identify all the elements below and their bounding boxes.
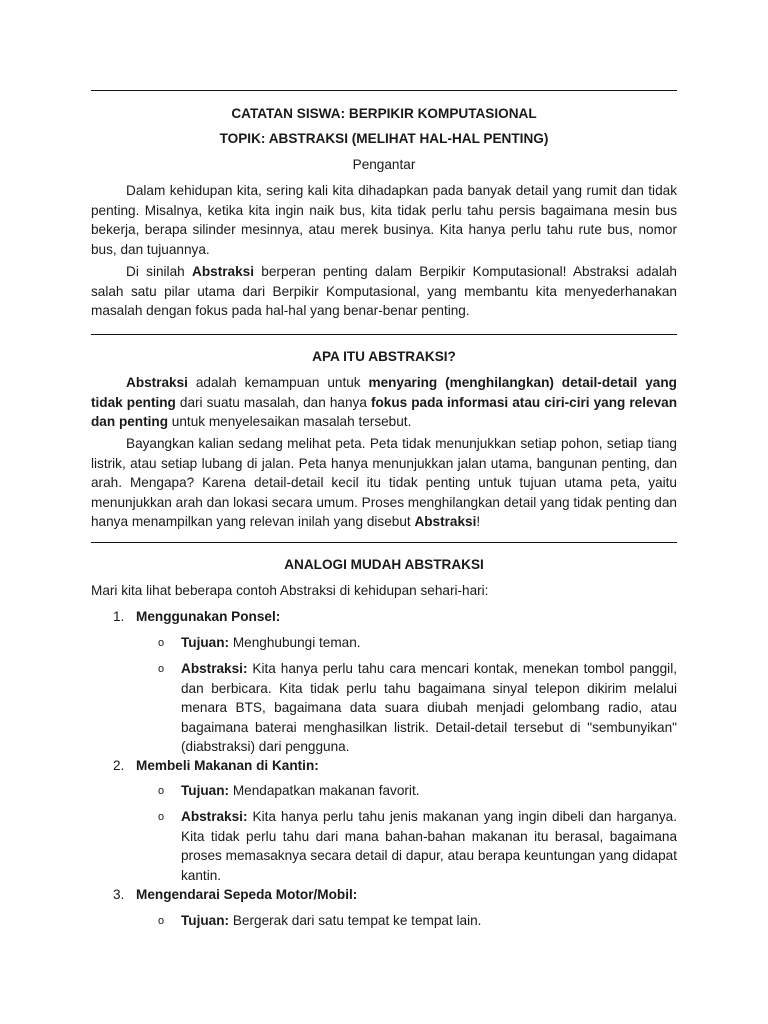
- list-item-goal: Tujuan: Bergerak dari satu tempat ke tempat lain.: [181, 913, 482, 928]
- intro-subtitle: Pengantar: [352, 157, 416, 172]
- list-item-goal: Tujuan: Menghubungi teman.: [181, 635, 361, 650]
- list-item-title: Membeli Makanan di Kantin:: [136, 758, 319, 773]
- list-number: 3.: [113, 887, 125, 902]
- section-divider-2: [91, 542, 677, 543]
- top-divider: [91, 90, 677, 91]
- map-paragraph: Bayangkan kalian sedang melihat peta. Peta tidak menunjukkan setiap pohon, setiap tiang listrik, atau setiap lubang di jalan. Peta hanya menunjukkan jalan utama, bangunan penting, dan arah. Mengapa? Karena detail-detail kecil itu tidak penting untuk tujuan utama peta, yaitu menunjukkan arah dan lokasi secara umum. Proses menghilangkan detail yang tidak penting dan hanya menampilkan yang relevan inilah yang disebut Abstraksi!: [91, 436, 677, 529]
- intro-paragraph-1: Dalam kehidupan kita, sering kali kita dihadapkan pada banyak detail yang rumit dan tidak penting. Misalnya, ketika kita ingin naik bus, kita tidak perlu tahu persis bagaimana mesin bus bekerja, berapa silinder mesinnya, atau merek businya. Kita hanya perlu tahu rute bus, nomor bus, dan tujuannya.: [91, 183, 677, 257]
- topic-heading: TOPIK: ABSTRAKSI (MELIHAT HAL-HAL PENTING): [219, 131, 549, 146]
- list-number: 1.: [113, 609, 125, 624]
- list-number: 2.: [113, 758, 125, 773]
- list-item-title: Mengendarai Sepeda Motor/Mobil:: [136, 887, 358, 902]
- bullet-marker: o: [158, 811, 165, 823]
- bullet-marker: o: [158, 663, 165, 675]
- list-item-title: Menggunakan Ponsel:: [136, 609, 281, 624]
- list-item-goal: Tujuan: Mendapatkan makanan favorit.: [181, 783, 420, 798]
- bullet-marker: o: [158, 785, 165, 797]
- section-heading-analogy: ANALOGI MUDAH ABSTRAKSI: [284, 557, 484, 572]
- bullet-marker: o: [158, 915, 165, 927]
- section-divider-1: [91, 334, 677, 335]
- document-title: CATATAN SISWA: BERPIKIR KOMPUTASIONAL: [231, 106, 537, 121]
- definition-paragraph: Abstraksi adalah kemampuan untuk menyaring (menghilangkan) detail-detail yang tidak penting dari suatu masalah, dan hanya fokus pada informasi atau ciri-ciri yang relevan dan penting untuk menyelesaikan masalah tersebut.: [91, 375, 677, 429]
- bullet-marker: o: [158, 637, 165, 649]
- list-item-abstraction: Abstraksi: Kita hanya perlu tahu cara mencari kontak, menekan tombol panggil, dan berbicara. Kita tidak perlu tahu bagaimana sinyal telepon dikirim melalui menara BTS, bagaimana data suara diubah menjadi gelombang radio, atau bagaimana baterai menghasilkan listrik. Detail-detail tersebut di "sembunyikan" (diabstraksi) dari pengguna.: [181, 661, 677, 754]
- analogy-intro: Mari kita lihat beberapa contoh Abstraksi di kehidupan sehari-hari:: [91, 583, 489, 598]
- section-heading-what: APA ITU ABSTRAKSI?: [312, 349, 456, 364]
- list-item-abstraction: Abstraksi: Kita hanya perlu tahu jenis makanan yang ingin dibeli dan harganya. Kita tidak perlu tahu dari mana bahan-bahan makanan itu berasal, bagaimana proses memasaknya secara detail di dapur, atau berapa keuntungan yang didapat kantin.: [181, 809, 677, 883]
- intro-paragraph-2: Di sinilah Abstraksi berperan penting dalam Berpikir Komputasional! Abstraksi adalah salah satu pilar utama dari Berpikir Komputasional, yang membantu kita menyederhanakan masalah dengan fokus pada hal-hal yang benar-benar penting.: [91, 264, 677, 318]
